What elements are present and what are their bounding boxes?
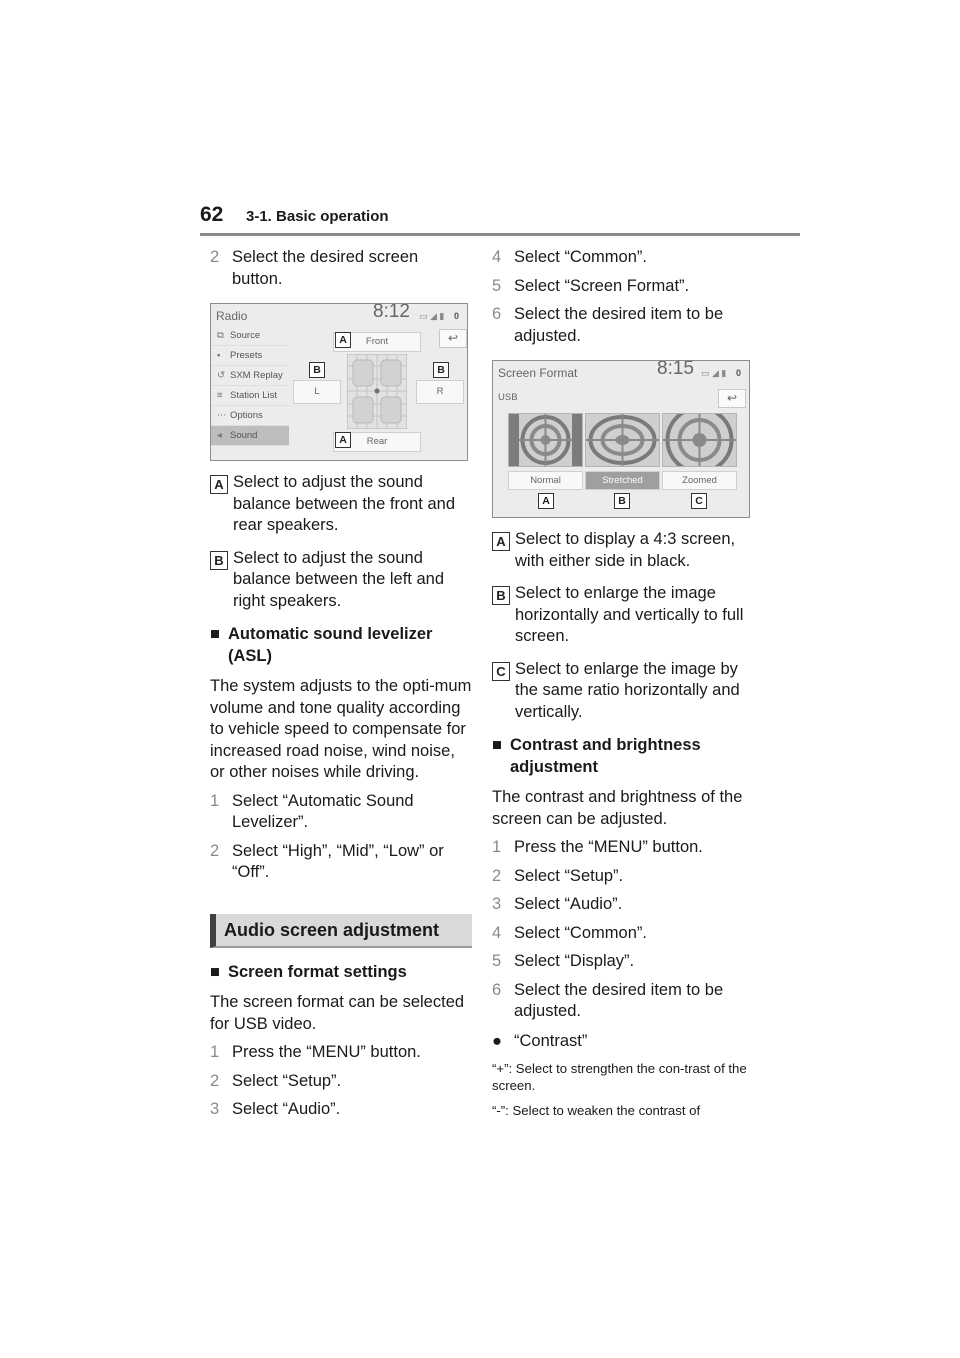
screen-clock: 8:12: [373, 303, 410, 322]
side-item-station-list[interactable]: ≡ Station List: [211, 386, 289, 406]
step-text: Select the desired item to be adjusted.: [514, 980, 724, 1020]
bullet-marker: ●: [492, 1031, 502, 1050]
format-heading: [210, 962, 472, 984]
heading-text: Contrast and brightness adjustment: [510, 736, 701, 776]
format-step: [210, 1099, 472, 1121]
screen-clock: 8:15: [657, 360, 694, 379]
side-item-sound[interactable]: ◂ Sound: [211, 426, 289, 446]
screen-format-screen: [492, 360, 750, 518]
screen-title: Screen Format: [498, 366, 578, 380]
bullet-text: “Contrast”: [514, 1031, 588, 1050]
format-step: [492, 304, 754, 347]
asl-heading: [210, 624, 472, 667]
asl-step: [210, 791, 472, 834]
notification-icon: 0: [454, 311, 460, 321]
radio-sound-screen: [210, 303, 468, 461]
step-text: Select “Screen Format”.: [514, 276, 690, 295]
badge-b: B: [492, 586, 510, 605]
presets-icon: ▪: [217, 350, 221, 361]
back-icon[interactable]: ↩: [718, 389, 746, 408]
source-label: USB: [498, 392, 518, 403]
step-text: Select “Common”.: [514, 923, 647, 942]
step-number: 2: [210, 248, 220, 266]
step-number: 3: [210, 1100, 220, 1118]
square-marker: ■: [210, 962, 220, 981]
rear-button[interactable]: Rear: [333, 432, 421, 452]
source-side-menu: [211, 326, 289, 446]
desc-left-right: [210, 548, 472, 613]
format-step: [492, 247, 754, 269]
section-title: 3-1. Basic operation: [246, 208, 389, 225]
step-number: 6: [492, 305, 502, 323]
contrast-step: [492, 951, 754, 973]
step-text: Select the desired screen button.: [232, 248, 419, 288]
badge-c: C: [492, 662, 510, 681]
contrast-step: [492, 866, 754, 888]
page-number: 62: [200, 203, 224, 226]
contrast-heading: [492, 735, 754, 778]
step-number: 1: [492, 838, 502, 856]
step-text: Select “High”, “Mid”, “Low” or “Off”.: [232, 841, 444, 881]
note-plus: “+”: Select to strengthen the con-trast of the screen.: [492, 1061, 747, 1093]
badge-a: A: [210, 475, 228, 494]
zoomed-preview: [662, 413, 737, 467]
right-balance-button[interactable]: R: [416, 380, 464, 404]
step-number: 4: [492, 248, 502, 266]
desc-text: Select to display a 4:3 screen, with either side in black.: [515, 530, 736, 570]
bullet-contrast: [492, 1031, 754, 1053]
step-text: Select “Automatic Sound Levelizer”.: [232, 791, 414, 831]
header-rule: [200, 233, 800, 236]
asl-step: [210, 841, 472, 884]
screen-title: Radio: [216, 309, 248, 323]
step-number: 6: [492, 980, 502, 999]
desc-text: Select to enlarge the image by the same ratio horizontally and vertically.: [515, 659, 740, 721]
step-number: 2: [492, 866, 502, 885]
callout-b: B: [614, 493, 630, 509]
asl-paragraph: The system adjusts to the opti-mum volume and tone quality according to vehicle speed to compensate for increased road noise, wind noise, or other noises while driving.: [210, 677, 472, 781]
desc-text: Select to adjust the sound balance between the left and right speakers.: [233, 548, 444, 610]
desc-text: Select to adjust the sound balance between the front and rear speakers.: [233, 473, 456, 534]
step-text: Select “Audio”.: [514, 895, 623, 913]
callout-c: C: [691, 493, 707, 509]
signal-icon: ▭ ◢ ▮: [419, 311, 445, 321]
step-text: Select the desired item to be adjusted.: [514, 305, 724, 345]
notification-icon: 0: [736, 368, 742, 378]
badge-a: A: [492, 532, 510, 551]
desc-text: Select to enlarge the image horizontally and vertically to full screen.: [515, 584, 744, 645]
contrast-step: [492, 923, 754, 945]
format-paragraph: The screen format can be selected for USB video.: [210, 993, 465, 1033]
note-minus: “-”: Select to weaken the contrast of: [492, 1103, 701, 1118]
badge-b: B: [210, 551, 228, 570]
balance-grid[interactable]: [347, 354, 407, 429]
signal-icon: ▭ ◢ ▮: [701, 368, 727, 378]
step-text: Select “Common”.: [514, 248, 647, 266]
topic-title: Audio screen adjustment: [210, 914, 472, 948]
step-number: 3: [492, 895, 502, 913]
format-step: [210, 1071, 472, 1093]
callout-a-front: A: [335, 332, 351, 348]
heading-text: Automatic sound levelizer (ASL): [228, 625, 433, 665]
step-text: Press the “MENU” button.: [514, 838, 703, 856]
side-item-source[interactable]: ⧉ Source: [211, 326, 289, 346]
right-column: [492, 240, 754, 1119]
contrast-paragraph: The contrast and brightness of the screen can be adjusted.: [492, 788, 743, 828]
contrast-step: [492, 980, 754, 1023]
desc-normal: [492, 529, 754, 572]
stretched-preview: [585, 413, 660, 467]
stretched-button[interactable]: Stretched: [585, 471, 660, 490]
step-text: Select “Setup”.: [514, 866, 624, 885]
callout-b-left: B: [309, 362, 325, 378]
step-text: Select “Setup”.: [232, 1071, 342, 1090]
side-item-sxm-replay[interactable]: ↺ SXM Replay: [211, 366, 289, 386]
replay-icon: ↺: [217, 370, 225, 381]
source-icon: ⧉: [217, 330, 224, 341]
left-column: [210, 240, 472, 1121]
square-marker: ■: [210, 625, 220, 643]
format-step: [210, 1042, 472, 1064]
contrast-step: [492, 837, 754, 859]
step-text: Select “Display”.: [514, 952, 635, 970]
step-number: 5: [492, 276, 502, 295]
step-number: 1: [210, 1043, 220, 1061]
desc-stretched: [492, 583, 754, 648]
back-icon[interactable]: ↩: [439, 329, 467, 348]
step-text: Select “Audio”.: [232, 1100, 341, 1118]
list-icon: ≡: [217, 390, 223, 401]
step-number: 2: [210, 841, 220, 860]
left-balance-button[interactable]: L: [293, 380, 341, 404]
options-icon: ⋯: [217, 410, 227, 421]
callout-a-rear: A: [335, 432, 351, 448]
front-button[interactable]: Front: [333, 332, 421, 352]
format-step: [492, 276, 754, 298]
zoomed-button[interactable]: Zoomed: [662, 471, 737, 490]
desc-front-rear: [210, 472, 472, 537]
side-item-presets[interactable]: ▪ Presets: [211, 346, 289, 366]
step-number: 4: [492, 923, 502, 942]
side-item-options[interactable]: ⋯ Options: [211, 406, 289, 426]
step-text: Press the “MENU” button.: [232, 1043, 421, 1061]
callout-a: A: [538, 493, 554, 509]
speaker-icon: ◂: [217, 430, 222, 441]
square-marker: ■: [492, 736, 502, 754]
step-number: 1: [210, 791, 220, 810]
callout-b-right: B: [433, 362, 449, 378]
step-number: 5: [492, 952, 502, 970]
desc-zoomed: [492, 659, 754, 724]
contrast-step: [492, 894, 754, 916]
normal-button[interactable]: Normal: [508, 471, 583, 490]
step-select-screen-button: [210, 247, 472, 290]
step-number: 2: [210, 1071, 220, 1090]
heading-text: Screen format settings: [228, 962, 407, 981]
normal-preview: [508, 413, 583, 467]
